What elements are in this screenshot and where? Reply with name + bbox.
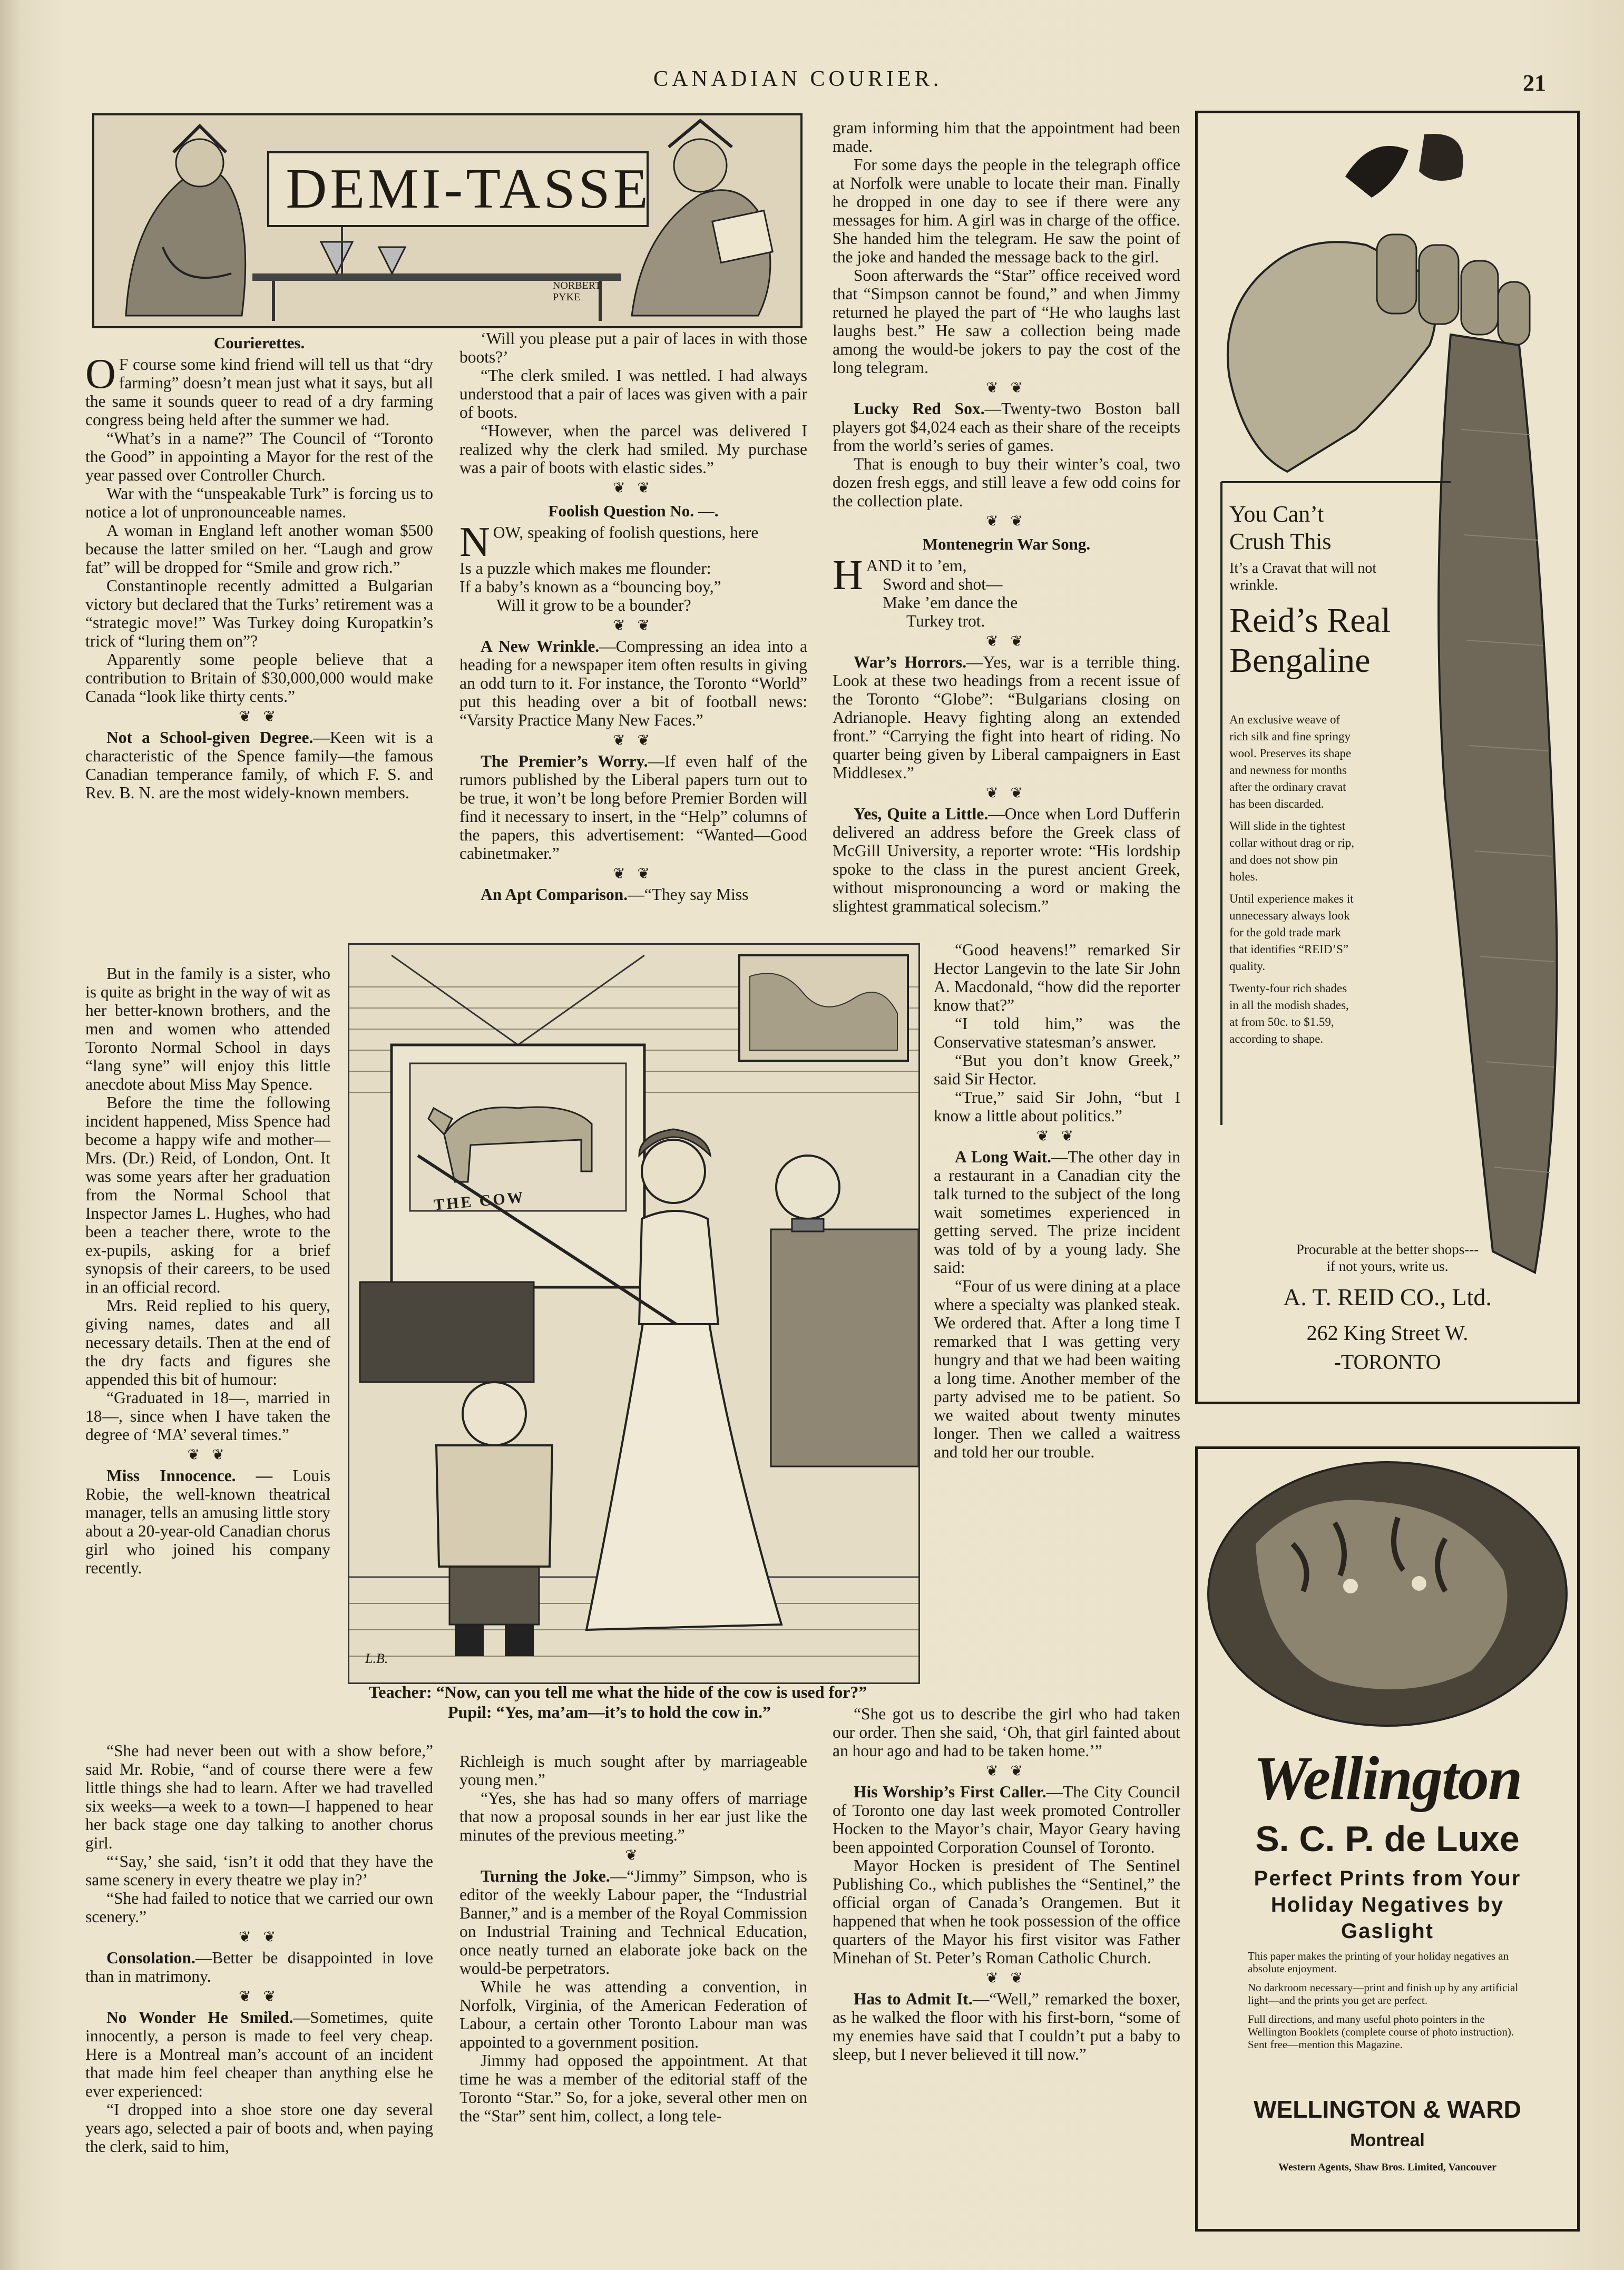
paragraph: “She had never been out with a show before,” said Mr. Robie, “and of course there were a few little things she had to learn. After we had travelled six weeks—a week to a town—I happened to hear her back stage one day talking to another chorus girl. (85, 1741, 433, 1852)
cartoon-drawing (349, 945, 918, 1682)
chart-label: THE COW (433, 1188, 526, 1214)
paragraph: “I dropped into a shoe store one day several years ago, selected a pair of boots and, when paying the clerk, said to him, (85, 2100, 433, 2156)
section-heading: Courierettes. (213, 334, 305, 352)
reid-cravat-advertisement (1195, 111, 1580, 1404)
ad-brand-line: Bengaline (1229, 641, 1371, 680)
paragraph: For some days the people in the telegraph office at Norfolk were unable to locate their man. Finally he dropped in one day to see if there were any messages for him. A girl was in charge of the office. She handed him the telegram. He saw the point of the joke and handed the message back to the girl. (833, 155, 1180, 266)
ad-subhead: It’s a Cravat that will not wrinkle. (1229, 560, 1377, 593)
paragraph: “Graduated in 18—, married in 18—, since when I have taken the degree of ‘MA’ several times.” (85, 1388, 330, 1444)
section-heading: Foolish Question No. —. (548, 502, 719, 520)
caption-line: “Yes, ma’am—it’s to hold the cow in.” (496, 1702, 771, 1721)
separator-ornament: ❦ ❦ (613, 866, 654, 882)
separator-ornament: ❦ ❦ (1036, 1128, 1078, 1144)
item-title: An Apt Comparison. (481, 885, 628, 904)
ad-footer-line: Procurable at the better shops--- (1296, 1241, 1479, 1257)
verse-line: Will it grow to be a bounder? (496, 596, 691, 614)
paragraph: —Yes, war is a terrible thing. Look at these two headings from a recent issue of the Toronto “Globe”: “Bulgarians closing on Adrianople. Heavy fighting along an extended front.” “Carrying the fight into heart of riding. No quarter being given by Liberal campaigners in East Middlesex.” (833, 653, 1181, 782)
ad-footer (1198, 1241, 1577, 1275)
paragraph: “She had failed to notice that we carried our own scenery.” (85, 1889, 433, 1926)
paragraph: ‘Will you please put a pair of laces in with those boots?’ (459, 329, 807, 366)
paragraph: While he was attending a convention, in Norfolk, Virginia, of the American Federation of Labour, a certain other Toronto Labour man was appointed to a government position. (459, 1978, 807, 2051)
paragraph: That is enough to buy their winter’s coal, two dozen fresh eggs, and still leave a few odd coins for the collection plate. (833, 455, 1180, 510)
paragraph: “Good heavens!” remarked Sir Hector Langevin to the late Sir John A. Macdonald, “how did the reporter know that?” (934, 941, 1180, 1014)
ad-body (1229, 711, 1356, 1048)
column-3-narrow (934, 941, 1180, 1461)
column-3-lower (833, 1705, 1180, 2063)
ad-company: A. T. REID CO., Ltd. (1283, 1284, 1492, 1310)
separator-ornament: ❦ ❦ (986, 633, 1027, 650)
ad-tagline (1198, 1865, 1577, 1944)
paragraph: “Yes, she has had so many offers of marriage that now a proposal sounds in her ear just like the minutes of the previous meeting.” (459, 1789, 807, 1844)
separator-ornament: ❦ ❦ (239, 1989, 280, 2005)
paragraph: —Once when Lord Dufferin delivered an address before the Greek class of McGill University, a reporter wrote: “His lordship spoke to the class in the purest ancient Greek, without mispronouncing a word or making the slightest grammatical solecism.” (833, 805, 1180, 915)
paragraph: “But you don’t know Greek,” said Sir Hector. (934, 1051, 1180, 1088)
caption-speaker: Teacher: (369, 1682, 432, 1701)
ad-tagline-line: Gaslight (1341, 1920, 1434, 1943)
wellington-logo: Wellington (1253, 1744, 1522, 1813)
separator-ornament: ❦ ❦ (986, 785, 1027, 801)
paragraph: —Compressing an idea into a heading for a newspaper item often results in giving an odd turn to it. For instance, the Toronto “World” put this heading over a bit of football news: “Varsity Practice Many New Faces.” (459, 637, 807, 729)
paragraph: F course some kind friend will tell us that “dry farming” doesn’t mean just what it says, but all the same it sounds queer to read of a dry farming congress being held after the summer we had. (85, 355, 433, 429)
page-number: 21 (1523, 70, 1546, 96)
paragraph: —Twenty-two Boston ball players got $4,024 each as their share of the receipts from the world’s series of games. (833, 399, 1180, 455)
paragraph: War with the “unspeakable Turk” is forcing us to notice a lot of unpronounceable names. (85, 484, 433, 521)
column-1-lower (85, 1741, 433, 2156)
ad-body-paragraph: Twenty-four rich shades in all the modish shades, at from 50c. to $1.59, according to shape. (1229, 982, 1349, 1045)
ad-city: -TORONTO (1334, 1350, 1441, 1374)
paragraph: But in the family is a sister, who is quite as bright in the way of wit as her better-known brothers, and the men and women who attended Toronto Normal School in days “lang syne” will enjoy this little anecdote about Miss May Spence. (85, 964, 330, 1093)
paragraph: —“Well,” remarked the boxer, as he walked the floor with his first-born, “some of my enemies have said that I couldn’t put a baby to sleep, but I never believed it till now.” (833, 1990, 1180, 2063)
paragraph: —“Jimmy” Simpson, who is editor of the weekly Labour paper, the “Industrial Banner,” and is a member of the Royal Commission on Industrial Training and Technical Education, once neatly turned an elaborate joke back on the would-be perpetrators. (459, 1867, 808, 1978)
ad-tagline-line: Perfect Prints from Your (1254, 1867, 1521, 1890)
paragraph: “However, when the parcel was delivered I realized why the clerk had smiled. My purchase was a pair of boots with elastic sides.” (459, 422, 807, 477)
separator-ornament: ❦ ❦ (613, 732, 654, 749)
ad-brand-line: Reid’s Real (1229, 601, 1391, 640)
column-1-narrow (85, 964, 330, 1577)
paragraph: —Better be disappointed in love than in matrimony. (85, 1949, 433, 1985)
paragraph: “‘Say,’ she said, ‘isn’t it odd that they have the same scenery in every theatre we play in?’ (85, 1852, 433, 1889)
banner-signature: NORBERT PYKE (553, 280, 601, 303)
item-title: War’s Horrors. (854, 653, 967, 671)
paragraph: Apparently some people believe that a contribution to Britain of $30,000,000 would make Canada “look like thirty cents.” (85, 650, 433, 706)
paragraph: Mayor Hocken is president of The Sentinel Publishing Co., which publishes the “Sentinel,” the official organ of Canada’s Orangemen. But it happened that when he took possession of the office quarters of the Mayor his first visitor was Father Minehan of St. Peter’s Roman Catholic Church. (833, 1856, 1180, 1967)
caption-line: “Now, can you tell me what the hide of the cow is used for?” (436, 1682, 867, 1701)
verse-line: OW, speaking of foolish questions, here (493, 523, 759, 542)
paragraph: —“They say Miss (628, 885, 749, 904)
ad-body-paragraph: Full directions, and many useful photo pointers in the Wellington Booklets (complete course of photo instruction). Sent free—mention this Magazine. (1248, 2013, 1514, 2051)
ad-body-paragraph: An exclusive weave of rich silk and fine springy wool. Preserves its shape and newness for months after the ordinary cravat has been discarded. (1229, 713, 1352, 810)
ad-footer-line: if not yours, write us. (1326, 1258, 1449, 1274)
paragraph: “Four of us were dining at a place where a specialty was planked steak. We ordered that. After a long time I remarked that I was getting very hungry and that we had been waiting a long time. Another member of the party advised me to be patient. So we waited about twenty minutes longer. Then we called a waitress and told her our trouble. (934, 1277, 1180, 1461)
cartoon-illustration (348, 943, 920, 1684)
column-1-upper (85, 329, 433, 802)
paragraph: Soon afterwards the “Star” office received word that “Simpson cannot be found,” and when Jimmy returned he played the part of “He who laughs last laughs best.” He saw a collection being made among the would-be jokers to pay the cost of the long telegram. (833, 266, 1180, 377)
paragraph: “True,” said Sir John, “but I know a little about politics.” (934, 1088, 1180, 1125)
separator-ornament: ❦ ❦ (986, 1763, 1027, 1779)
ad-city: Montreal (1350, 2130, 1425, 2150)
paragraph: —The City Council of Toronto one day last week promoted Controller Hocken to the Mayor’s chair, Mayor Geary having been appointed Corporation Counsel of Toronto. (833, 1783, 1181, 1856)
separator-ornament: ❦ ❦ (986, 513, 1027, 530)
ad-body-paragraph: Until experience makes it unnecessary always look for the gold trade mark that identifies “REID’S” quality. (1229, 892, 1354, 973)
item-title: Turning the Joke. (481, 1867, 610, 1885)
verse-line: Turkey trot. (906, 612, 985, 630)
ad-body-paragraph: No darkroom necessary—print and finish up by any artificial light—and the prints you get are perfect. (1248, 1981, 1519, 2007)
paragraph: Mrs. Reid replied to his query, giving names, dates and all necessary details. Then at the end of the dry facts and figures she appended this bit of humour: (85, 1296, 330, 1388)
item-title: A Long Wait. (955, 1148, 1051, 1166)
ad-address: 262 King Street W. (1306, 1321, 1469, 1345)
item-title: Lucky Red Sox. (854, 399, 985, 418)
ad-tagline-line: Holiday Negatives by (1270, 1893, 1504, 1916)
drop-cap: O (85, 351, 116, 397)
section-heading: Montenegrin War Song. (922, 535, 1091, 553)
banner-title: DEMI-TASSE (286, 158, 651, 220)
running-title: CANADIAN COURIER. (653, 67, 943, 91)
drop-cap: N (459, 519, 490, 565)
paragraph: Louis Robie, the well-known theatrical manager, tells an amusing little story about a 20-year-old Canadian chorus girl who joined his company recently. (85, 1466, 330, 1577)
item-title: The Premier’s Worry. (481, 752, 648, 770)
paragraph: A woman in England left another woman $500 because the latter smiled on her. “Laugh and grow fat” will be dropped for “Smile and grow rich.” (85, 521, 433, 576)
ad-body-paragraph: This paper makes the printing of your holiday negatives an absolute enjoyment. (1248, 1950, 1509, 1975)
column-2-upper (459, 329, 807, 904)
caption-speaker: Pupil: (448, 1702, 492, 1721)
drop-cap: H (833, 552, 863, 599)
separator-ornament: ❦ (625, 1847, 642, 1864)
ad-headline-line: You Can’t (1229, 501, 1324, 527)
paragraph: —If even half of the rumors published by the Liberal papers turn out to be true, it won’t be long before Premier Borden will find it necessary to insert, in the “Help” columns of the papers, this advertisement: “Wanted—Good cabinetmaker.” (459, 752, 807, 863)
paragraph: “I told him,” was the Conservative statesman’s answer. (934, 1014, 1180, 1051)
paragraph: Before the time the following incident happened, Miss Spence had become a happy wife and mother—Mrs. (Dr.) Reid, of London, Ont. It was some years after her graduation from the Normal School that Inspector James L. Hughes, who had been a teacher there, wrote to the ex-pupils, asking for a brief synopsis of their careers, to be used in an official record. (85, 1093, 330, 1296)
paragraph: “The clerk smiled. I was nettled. I had always understood that a pair of laces was given with a pair of boots. (459, 366, 807, 422)
column-2-lower (459, 1752, 807, 2125)
wellington-photo-paper-advertisement (1195, 1446, 1580, 2232)
ad-product: S. C. P. de Luxe (1255, 1819, 1520, 1859)
separator-ornament: ❦ ❦ (986, 1970, 1027, 1987)
separator-ornament: ❦ ❦ (613, 618, 654, 634)
demi-tasse-banner (92, 113, 803, 328)
separator-ornament: ❦ ❦ (239, 1929, 280, 1945)
item-title: Not a School-given Degree. (106, 728, 314, 747)
item-title: Yes, Quite a Little. (854, 805, 989, 823)
paragraph: —Keen wit is a characteristic of the Spence family—the famous Canadian temperance family, of which F. S. and Rev. B. N. are the most widely-known members. (85, 728, 433, 802)
paragraph: Richleigh is much sought after by marriageable young men.” (459, 1752, 807, 1789)
item-title: Has to Admit It. (854, 1990, 973, 2008)
verse-line: Make ’em dance the (883, 593, 1018, 612)
ad-body (1248, 1950, 1522, 2051)
item-title: No Wonder He Smiled. (106, 2008, 294, 2027)
verse-line: AND it to ’em, (866, 556, 967, 575)
paragraph: “What’s in a name?” The Council of “Toronto the Good” in appointing a Mayor for the rest of the year passed over Controller Church. (85, 429, 433, 484)
artist-signature: L.B. (365, 1651, 388, 1666)
item-title: Miss Innocence. — (106, 1466, 273, 1485)
verse-line: Sword and shot— (883, 575, 1003, 593)
paragraph: —Sometimes, quite innocently, a person is made to feel very cheap. Here is a Montreal man’s account of an incident that made him feel cheaper than anything else he ever experienced: (85, 2008, 434, 2100)
ad-body-paragraph: Will slide in the tightest collar without drag or rip, and does not show pin holes. (1229, 819, 1354, 883)
item-title: A New Wrinkle. (481, 637, 600, 655)
separator-ornament: ❦ ❦ (613, 480, 654, 496)
paragraph: “She got us to describe the girl who had taken our order. Then she said, ‘Oh, that girl fainted about an hour ago and had to be taken home.’” (833, 1705, 1180, 1760)
item-title: His Worship’s First Caller. (854, 1783, 1046, 1801)
ad-company: WELLINGTON & WARD (1254, 2096, 1521, 2123)
paragraph: —The other day in a restaurant in a Canadian city the talk turned to the subject of the long wait sometimes experienced in getting served. The prize incident was told of by a young lady. She said: (934, 1148, 1180, 1277)
separator-ornament: ❦ ❦ (986, 380, 1027, 396)
item-title: Consolation. (106, 1949, 195, 1967)
separator-ornament: ❦ ❦ (239, 709, 280, 725)
ad-headline (1229, 501, 1332, 555)
ad-headline-line: Crush This (1229, 529, 1332, 554)
ad-brand (1229, 601, 1391, 681)
ad-agents: Western Agents, Shaw Bros. Limited, Vancouver (1278, 2161, 1497, 2173)
separator-ornament: ❦ ❦ (187, 1447, 229, 1463)
paragraph: gram informing him that the appointment had been made. (833, 119, 1180, 155)
verse-line: If a baby’s known as a “bouncing boy,” (459, 578, 721, 596)
paragraph: Constantinople recently admitted a Bulgarian victory but declared that the Turks’ retirement was a “strategic move!” Was Turkey doing Kuropatkin’s trick of “luring them on”? (85, 576, 433, 650)
paragraph: Jimmy had opposed the appointment. At that time he was a member of the editorial staff of the Toronto “Star.” So, for a joke, several other men on the “Star” sent him, collect, a long tele- (459, 2051, 807, 2125)
verse-line: Is a puzzle which makes me flounder: (459, 559, 711, 578)
column-3-upper (833, 119, 1180, 915)
